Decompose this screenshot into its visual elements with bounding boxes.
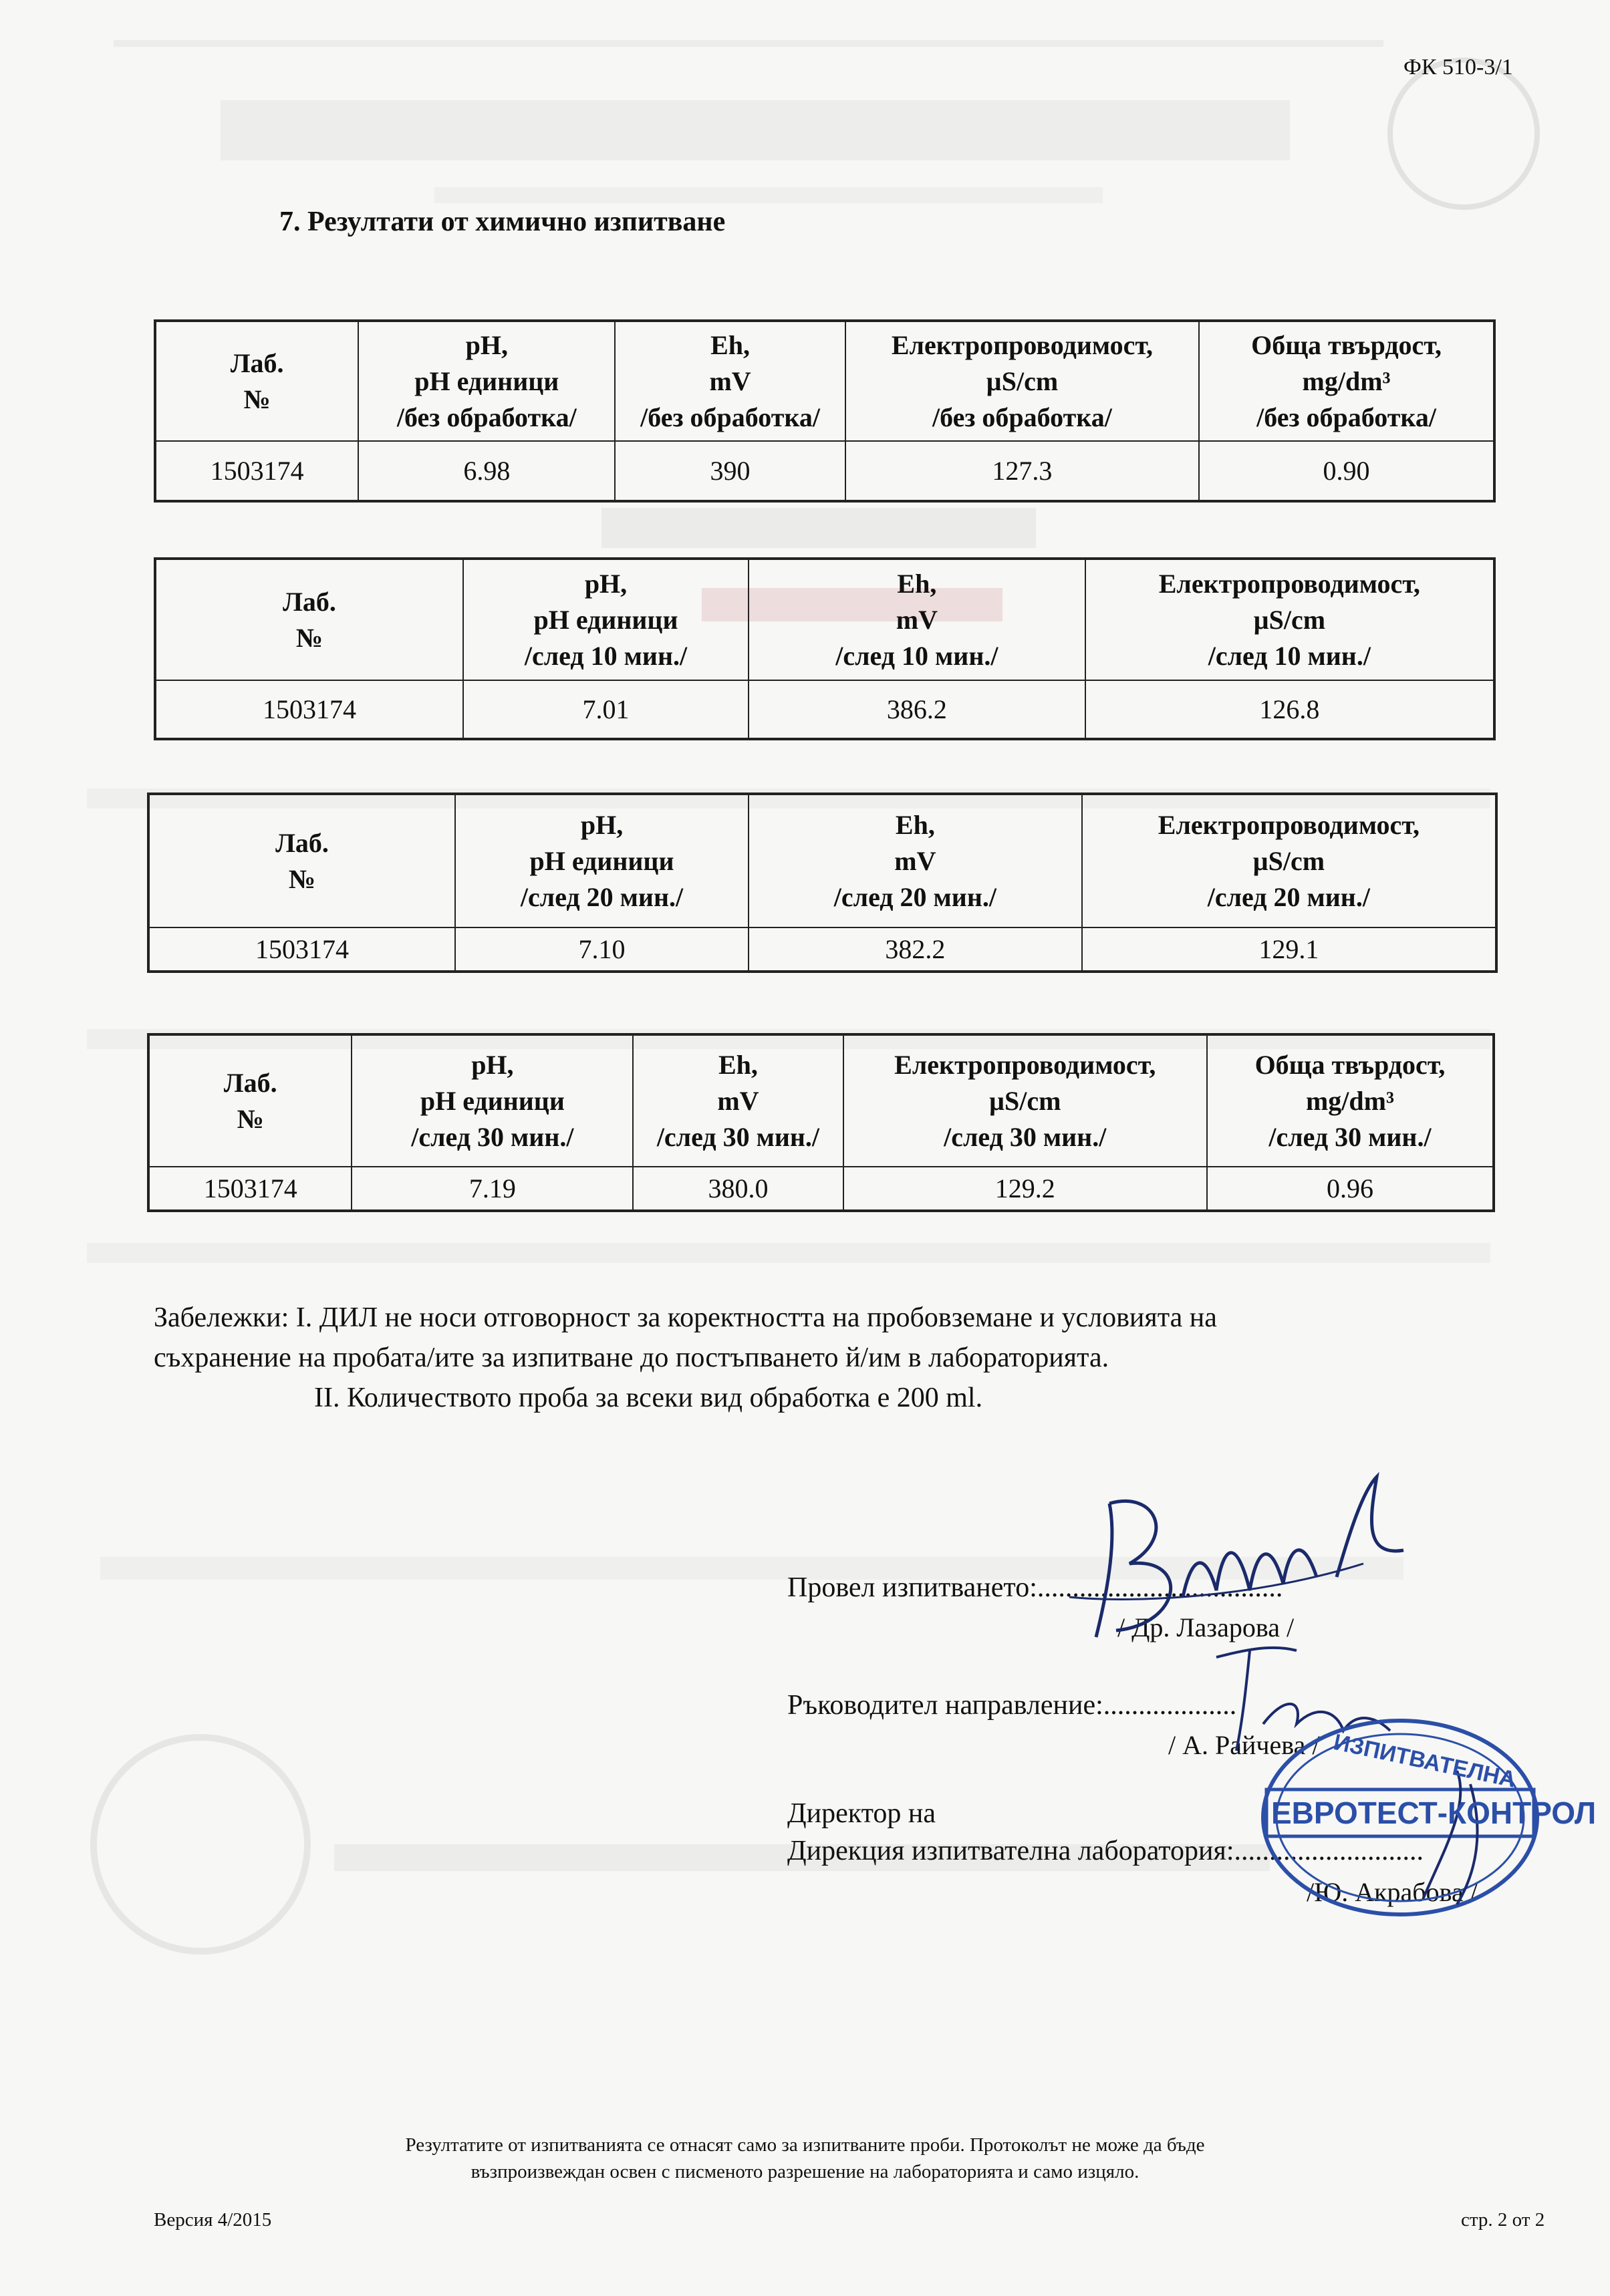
table-row — [148, 927, 1496, 972]
table-header-row — [155, 321, 1494, 441]
results-table-30min — [147, 1033, 1495, 1212]
header-conductivity: Електропроводимост, µS/cm /без обработка/ — [845, 321, 1199, 441]
table-row — [155, 441, 1494, 501]
section-heading: 7. Резултати от химично изпитване — [279, 206, 726, 237]
header-lab-no: Лаб. № — [148, 794, 455, 927]
results-table-10min — [154, 557, 1496, 740]
cell-lab-no: 1503174 — [155, 441, 358, 501]
header-eh: Eh, mV /след 10 мин./ — [749, 559, 1085, 680]
header-ph: pH, pH единици /след 20 мин./ — [455, 794, 749, 927]
results-table-untreated — [154, 319, 1496, 503]
cell-ph: 6.98 — [358, 441, 615, 501]
header-lab-no: Лаб. № — [155, 559, 463, 680]
header-conductivity: Електропроводимост, µS/cm /след 20 мин./ — [1082, 794, 1496, 927]
cell-eh: 390 — [615, 441, 845, 501]
cell-conductivity: 129.1 — [1082, 927, 1496, 972]
header-ph: pH, pH единици /след 10 мин./ — [463, 559, 749, 680]
note-line-2: съхранение на пробата/ите за изпитване до постъпването й/им в лабораторията. — [154, 1342, 1109, 1373]
header-eh: Eh, mV /след 30 мин./ — [633, 1034, 843, 1167]
header-hardness: Обща твърдост, mg/dm³ /без обработка/ — [1199, 321, 1494, 441]
head-of-direction-name: / А. Райчева / — [1168, 1730, 1320, 1760]
cell-eh: 382.2 — [749, 927, 1082, 972]
header-hardness: Обща твърдост, mg/dm³ /след 30 мин./ — [1207, 1034, 1494, 1167]
footer-line-1: Резултатите от изпитванията се отнасят само за изпитваните проби. Протоколът не може да бъде — [405, 2134, 1205, 2156]
director-name: /Ю. Акрабова / — [1307, 1877, 1478, 1907]
table-header-row — [155, 559, 1494, 680]
head-of-direction-label: Ръководител направление:................... — [787, 1690, 1237, 1721]
header-lab-no: Лаб. № — [155, 321, 358, 441]
header-conductivity: Електропроводимост, µS/cm /след 10 мин./ — [1085, 559, 1494, 680]
cell-ph: 7.19 — [352, 1167, 633, 1211]
table-header-row — [148, 794, 1496, 927]
header-lab-no: Лаб. № — [148, 1034, 352, 1167]
header-eh: Eh, mV /без обработка/ — [615, 321, 845, 441]
cell-conductivity: 129.2 — [843, 1167, 1207, 1211]
table-row — [148, 1167, 1494, 1211]
table-row — [155, 680, 1494, 739]
signature-lazarova — [1056, 1463, 1430, 1657]
footer-page-number: стр. 2 от 2 — [1461, 2209, 1545, 2231]
performed-by-label: Провел изпитването:................................... — [787, 1572, 1283, 1603]
cell-eh: 386.2 — [749, 680, 1085, 739]
performed-by-name: / Др. Лазарова / — [1117, 1612, 1295, 1642]
results-table-20min — [147, 793, 1498, 973]
notes — [154, 1298, 1217, 1418]
cell-conductivity: 127.3 — [845, 441, 1199, 501]
table-header-row — [148, 1034, 1494, 1167]
header-ph: pH, pH единици /без обработка/ — [358, 321, 615, 441]
note-line-1: Забележки: I. ДИЛ не носи отговорност за коректността на пробовземане и условията на — [154, 1302, 1217, 1333]
cell-hardness: 0.96 — [1207, 1167, 1494, 1211]
cell-lab-no: 1503174 — [148, 927, 455, 972]
cell-ph: 7.01 — [463, 680, 749, 739]
stamp-text-main: ЕВРОТЕСТ-КОНТРОЛ — [1271, 1796, 1597, 1830]
cell-hardness: 0.90 — [1199, 441, 1494, 501]
footer-line-2: възпроизвеждан освен с писменото разрешение на лабораторията и само изцяло. — [471, 2161, 1139, 2182]
footer-disclaimer — [0, 2132, 1610, 2185]
form-code: ФК 510-3/1 — [1403, 55, 1513, 80]
header-eh: Eh, mV /след 20 мин./ — [749, 794, 1082, 927]
header-ph: pH, pH единици /след 30 мин./ — [352, 1034, 633, 1167]
cell-lab-no: 1503174 — [148, 1167, 352, 1211]
footer-version: Версия 4/2015 — [154, 2209, 272, 2231]
cell-conductivity: 126.8 — [1085, 680, 1494, 739]
header-conductivity: Електропроводимост, µS/cm /след 30 мин./ — [843, 1034, 1207, 1167]
cell-ph: 7.10 — [455, 927, 749, 972]
cell-lab-no: 1503174 — [155, 680, 463, 739]
note-line-3: II. Количеството проба за всеки вид обработка е 200 ml. — [314, 1383, 983, 1413]
stamp-text-top: ИЗПИТВАТЕЛНА — [1331, 1729, 1518, 1793]
director-label-line2: Дирекция изпитвателна лаборатория:........................... — [787, 1836, 1424, 1866]
cell-eh: 380.0 — [633, 1167, 843, 1211]
director-label-line1: Директор на — [787, 1798, 936, 1829]
